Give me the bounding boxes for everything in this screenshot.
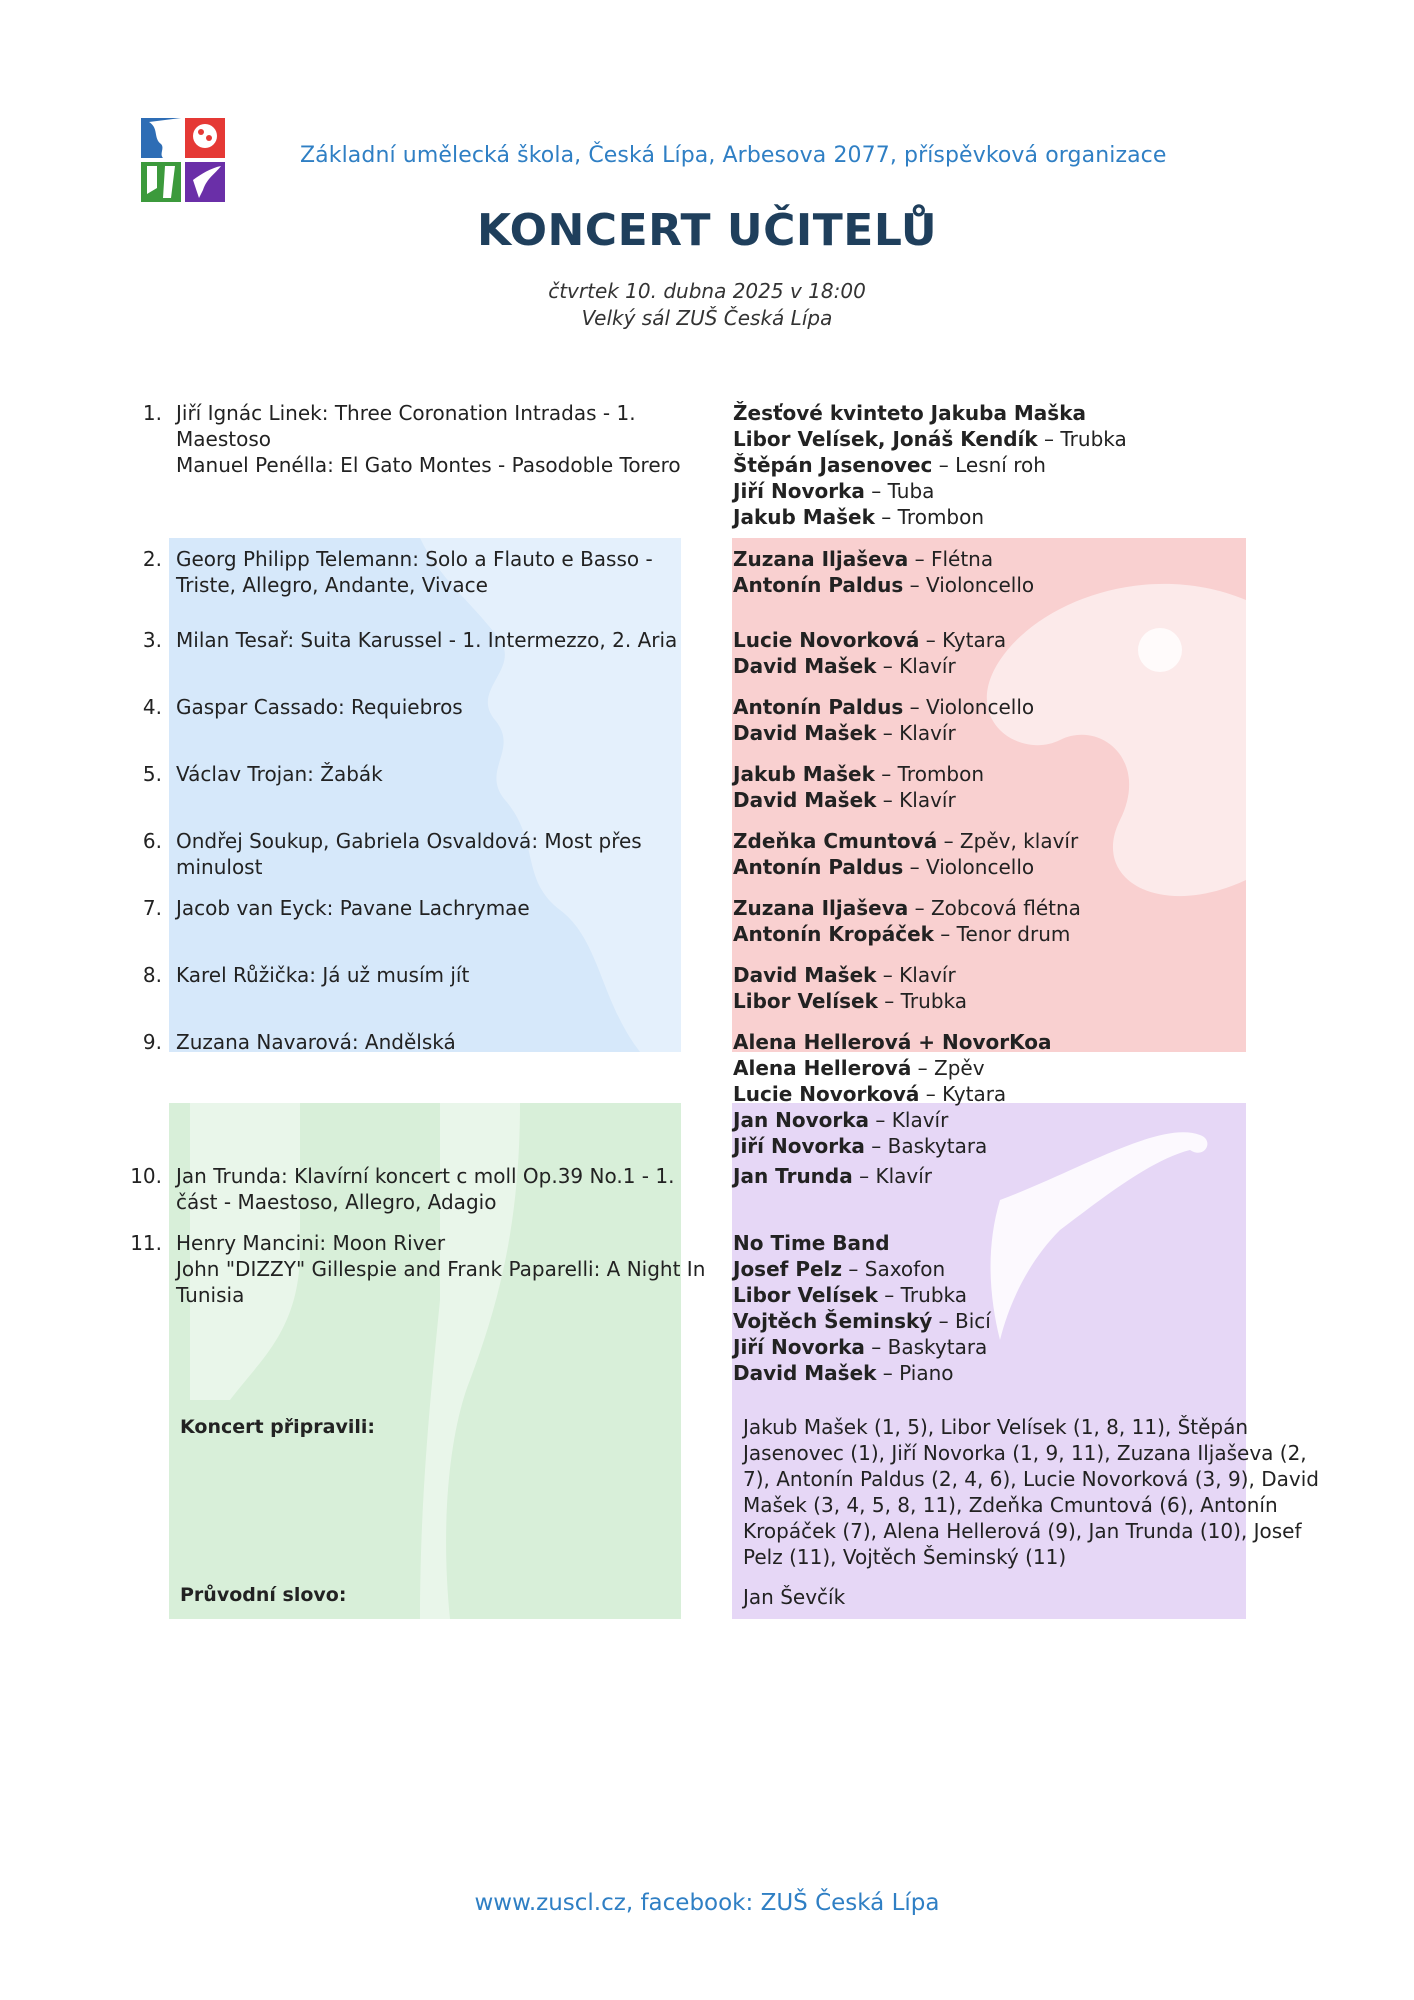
performer-role: – Trombon (874, 762, 985, 786)
piece-line: Jan Trunda: Klavírní koncert c moll Op.39 No.1 - 1. (176, 1164, 675, 1188)
credits-prepared-label: Koncert připravili: (180, 1416, 375, 1438)
performer-line (733, 1230, 1293, 1256)
piece-line: Maestoso (176, 427, 271, 451)
program-item-piece (176, 828, 716, 880)
performer-line (733, 1055, 1293, 1081)
performer-role: – Piano (876, 1361, 954, 1385)
performer-name: Jakub Mašek (733, 505, 875, 529)
program-item-performers (733, 1230, 1293, 1386)
performer-role: – Trubka (877, 1283, 967, 1307)
piece-line: Jiří Ignác Linek: Three Coronation Intradas - 1. (176, 401, 636, 425)
program-item-performers (733, 895, 1293, 947)
piece-line: Jacob van Eyck: Pavane Lachrymae (176, 896, 530, 920)
performer-name: David Mašek (733, 963, 877, 987)
program-item-piece (176, 1029, 716, 1055)
performer-name: Zuzana Iljaševa (733, 896, 909, 920)
piece-line: Gaspar Cassado: Requiebros (176, 695, 463, 719)
program-item-number: 7. (142, 896, 162, 920)
program-item-performers (733, 1163, 1293, 1189)
performer-line (733, 1029, 1293, 1055)
piece-line: Manuel Penélla: El Gato Montes - Pasodoble Torero (176, 453, 681, 477)
program-item-piece (176, 962, 716, 988)
performer-line (733, 787, 1293, 813)
performer-role: – Klavír (876, 963, 956, 987)
performer-name: Libor Velísek (733, 1283, 878, 1307)
performer-role: – Kytara (919, 628, 1007, 652)
program-item-number: 1. (142, 401, 162, 425)
performer-line (733, 962, 1293, 988)
credits-prepared-list (743, 1414, 1333, 1570)
performer-line (733, 1334, 1293, 1360)
performer-role: – Klavír (869, 1108, 949, 1132)
performer-name: Josef Pelz (733, 1257, 843, 1281)
performer-role: – Zpěv, klavír (937, 829, 1079, 853)
performer-name: Jiří Novorka (733, 1134, 865, 1158)
performer-line (733, 1107, 1293, 1133)
performer-name: No Time Band (733, 1231, 890, 1255)
performer-line (733, 546, 1293, 572)
piece-line: Triste, Allegro, Andante, Vivace (176, 573, 488, 597)
program-item-number: 11. (130, 1231, 162, 1255)
performer-line (733, 1360, 1293, 1386)
performer-line (733, 895, 1293, 921)
performer-line (733, 1081, 1293, 1107)
credits-host-label: Průvodní slovo: (180, 1584, 347, 1606)
program-item-performers (733, 828, 1293, 880)
performer-line (733, 1282, 1293, 1308)
performer-role: – Violoncello (903, 573, 1035, 597)
page-title: KONCERT UČITELŮ (476, 205, 938, 256)
performer-role: – Trombon (874, 505, 985, 529)
performer-role: – Tenor drum (933, 922, 1071, 946)
program-item-number: 3. (142, 628, 162, 652)
performer-name: Jan Novorka (733, 1108, 870, 1132)
program-item-number: 8. (142, 963, 162, 987)
performer-name: Zuzana Iljaševa (733, 547, 909, 571)
performer-line (733, 400, 1293, 426)
performer-name: Libor Velísek, Jonáš Kendík (733, 427, 1038, 451)
performer-name: Žesťové kvinteto Jakuba Maška (733, 401, 1087, 425)
performer-role: – Kytara (919, 1082, 1007, 1106)
program-item-piece (176, 761, 716, 787)
performer-role: – Klavír (876, 721, 956, 745)
performer-line (733, 504, 1293, 530)
performer-role: – Lesní roh (932, 453, 1046, 477)
performer-role: – Baskytara (864, 1335, 988, 1359)
credits-prepared-line: Kropáček (7), Alena Hellerová (9), Jan Trunda (10), Josef (743, 1519, 1302, 1543)
performer-name: Jan Trunda (733, 1164, 853, 1188)
piece-line: Karel Růžička: Já už musím jít (176, 963, 470, 987)
performer-name: Jiří Novorka (733, 479, 865, 503)
performer-role: – Violoncello (903, 855, 1035, 879)
performer-name: Zdeňka Cmuntová (733, 829, 938, 853)
performer-role: – Flétna (908, 547, 994, 571)
performer-line (733, 653, 1293, 679)
program-item-piece (176, 1163, 716, 1215)
program-item-piece (176, 895, 716, 921)
performer-line (733, 1308, 1293, 1334)
performer-role: – Klavír (876, 654, 956, 678)
performer-name: Jiří Novorka (733, 1335, 865, 1359)
piece-line: minulost (176, 855, 263, 879)
program-item-performers (733, 546, 1293, 598)
performer-line (733, 720, 1293, 746)
program-item-performers (733, 962, 1293, 1014)
piece-line: Tunisia (176, 1283, 245, 1307)
performer-line (733, 452, 1293, 478)
program-item-number: 6. (142, 829, 162, 853)
performer-role: – Violoncello (903, 695, 1035, 719)
event-info (0, 278, 1414, 332)
program-item-piece (176, 1230, 716, 1308)
performer-name: Lucie Novorková (733, 628, 920, 652)
performer-line (733, 1163, 1293, 1189)
credits-prepared-line: Mašek (3, 4, 5, 8, 11), Zdeňka Cmuntová (6), Antonín (743, 1493, 1278, 1517)
performer-name: Antonín Paldus (733, 855, 904, 879)
credits-prepared-line: Pelz (11), Vojtěch Šeminský (11) (743, 1545, 1067, 1569)
program-item-number: 9. (142, 1030, 162, 1054)
piece-line: Henry Mancini: Moon River (176, 1231, 446, 1255)
program-item-number: 5. (142, 762, 162, 786)
credits-host-name: Jan Ševčík (743, 1585, 846, 1609)
performer-line (733, 694, 1293, 720)
program-item-performers (733, 627, 1293, 679)
performer-name: Lucie Novorková (733, 1082, 920, 1106)
performer-role: – Trubka (877, 989, 967, 1013)
performer-name: Libor Velísek (733, 989, 878, 1013)
program-item-piece (176, 546, 716, 598)
performer-name: David Mašek (733, 721, 877, 745)
piece-line: Milan Tesař: Suita Karussel - 1. Intermezzo, 2. Aria (176, 628, 678, 652)
performer-line (733, 921, 1293, 947)
performer-name: Alena Hellerová (733, 1056, 912, 1080)
performer-line (733, 478, 1293, 504)
credits-prepared-line: Jakub Mašek (1, 5), Libor Velísek (1, 8, 11), Štěpán (743, 1415, 1249, 1439)
performer-role: – Tuba (864, 479, 935, 503)
program-item-number: 2. (142, 547, 162, 571)
school-name: Základní umělecká škola, Česká Lípa, Arbesova 2077, příspěvková organizace (300, 143, 1167, 168)
performer-line (733, 1256, 1293, 1282)
program-item-performers (733, 400, 1293, 530)
program-item-piece (176, 400, 716, 478)
program-item-performers (733, 694, 1293, 746)
performer-name: Antonín Kropáček (733, 922, 934, 946)
program-item-piece (176, 694, 716, 720)
performer-name: Štěpán Jasenovec (733, 453, 933, 477)
performer-line (733, 1133, 1293, 1159)
piece-line: část - Maestoso, Allegro, Adagio (176, 1190, 497, 1214)
performer-name: David Mašek (733, 1361, 877, 1385)
performer-name: Alena Hellerová + NovorKoa (733, 1030, 1052, 1054)
performer-line (733, 627, 1293, 653)
piece-line: Václav Trojan: Žabák (176, 762, 383, 786)
footer-contact: www.zuscl.cz, facebook: ZUŠ Česká Lípa (474, 1890, 940, 1916)
performer-role: – Zpěv (911, 1056, 985, 1080)
program-item-number: 4. (142, 695, 162, 719)
performer-line (733, 761, 1293, 787)
piece-line: Zuzana Navarová: Andělská (176, 1030, 456, 1054)
program-item-piece (176, 627, 716, 653)
performer-line (733, 854, 1293, 880)
performer-role: – Klavír (852, 1164, 933, 1188)
credits-prepared-line: Jasenovec (1), Jiří Novorka (1, 9, 11), Zuzana Iljaševa (2, (743, 1441, 1307, 1465)
piece-line: John "DIZZY" Gillespie and Frank Paparelli: A Night In (176, 1257, 706, 1281)
performer-line (733, 828, 1293, 854)
event-date: čtvrtek 10. dubna 2025 v 18:00 (548, 279, 866, 303)
piece-line: Georg Philipp Telemann: Solo a Flauto e Basso - (176, 547, 653, 571)
program-item-performers (733, 761, 1293, 813)
performer-name: David Mašek (733, 654, 877, 678)
performer-role: – Zobcová flétna (908, 896, 1081, 920)
performer-line (733, 572, 1293, 598)
performer-name: Jakub Mašek (733, 762, 875, 786)
performer-role: – Bicí (932, 1309, 991, 1333)
performer-role: – Trubka (1037, 427, 1127, 451)
performer-role: – Baskytara (864, 1134, 988, 1158)
performer-name: David Mašek (733, 788, 877, 812)
credits-prepared-line: 7), Antonín Paldus (2, 4, 6), Lucie Novorková (3, 9), David (743, 1467, 1319, 1491)
event-venue: Velký sál ZUŠ Česká Lípa (581, 306, 833, 330)
performer-name: Vojtěch Šeminský (733, 1309, 933, 1333)
performer-name: Antonín Paldus (733, 573, 904, 597)
performer-line (733, 426, 1293, 452)
program-item-performers (733, 1029, 1293, 1159)
performer-role: – Klavír (876, 788, 956, 812)
program-item-number: 10. (130, 1164, 162, 1188)
performer-line (733, 988, 1293, 1014)
performer-role: – Saxofon (842, 1257, 946, 1281)
performer-name: Antonín Paldus (733, 695, 904, 719)
piece-line: Ondřej Soukup, Gabriela Osvaldová: Most přes (176, 829, 642, 853)
